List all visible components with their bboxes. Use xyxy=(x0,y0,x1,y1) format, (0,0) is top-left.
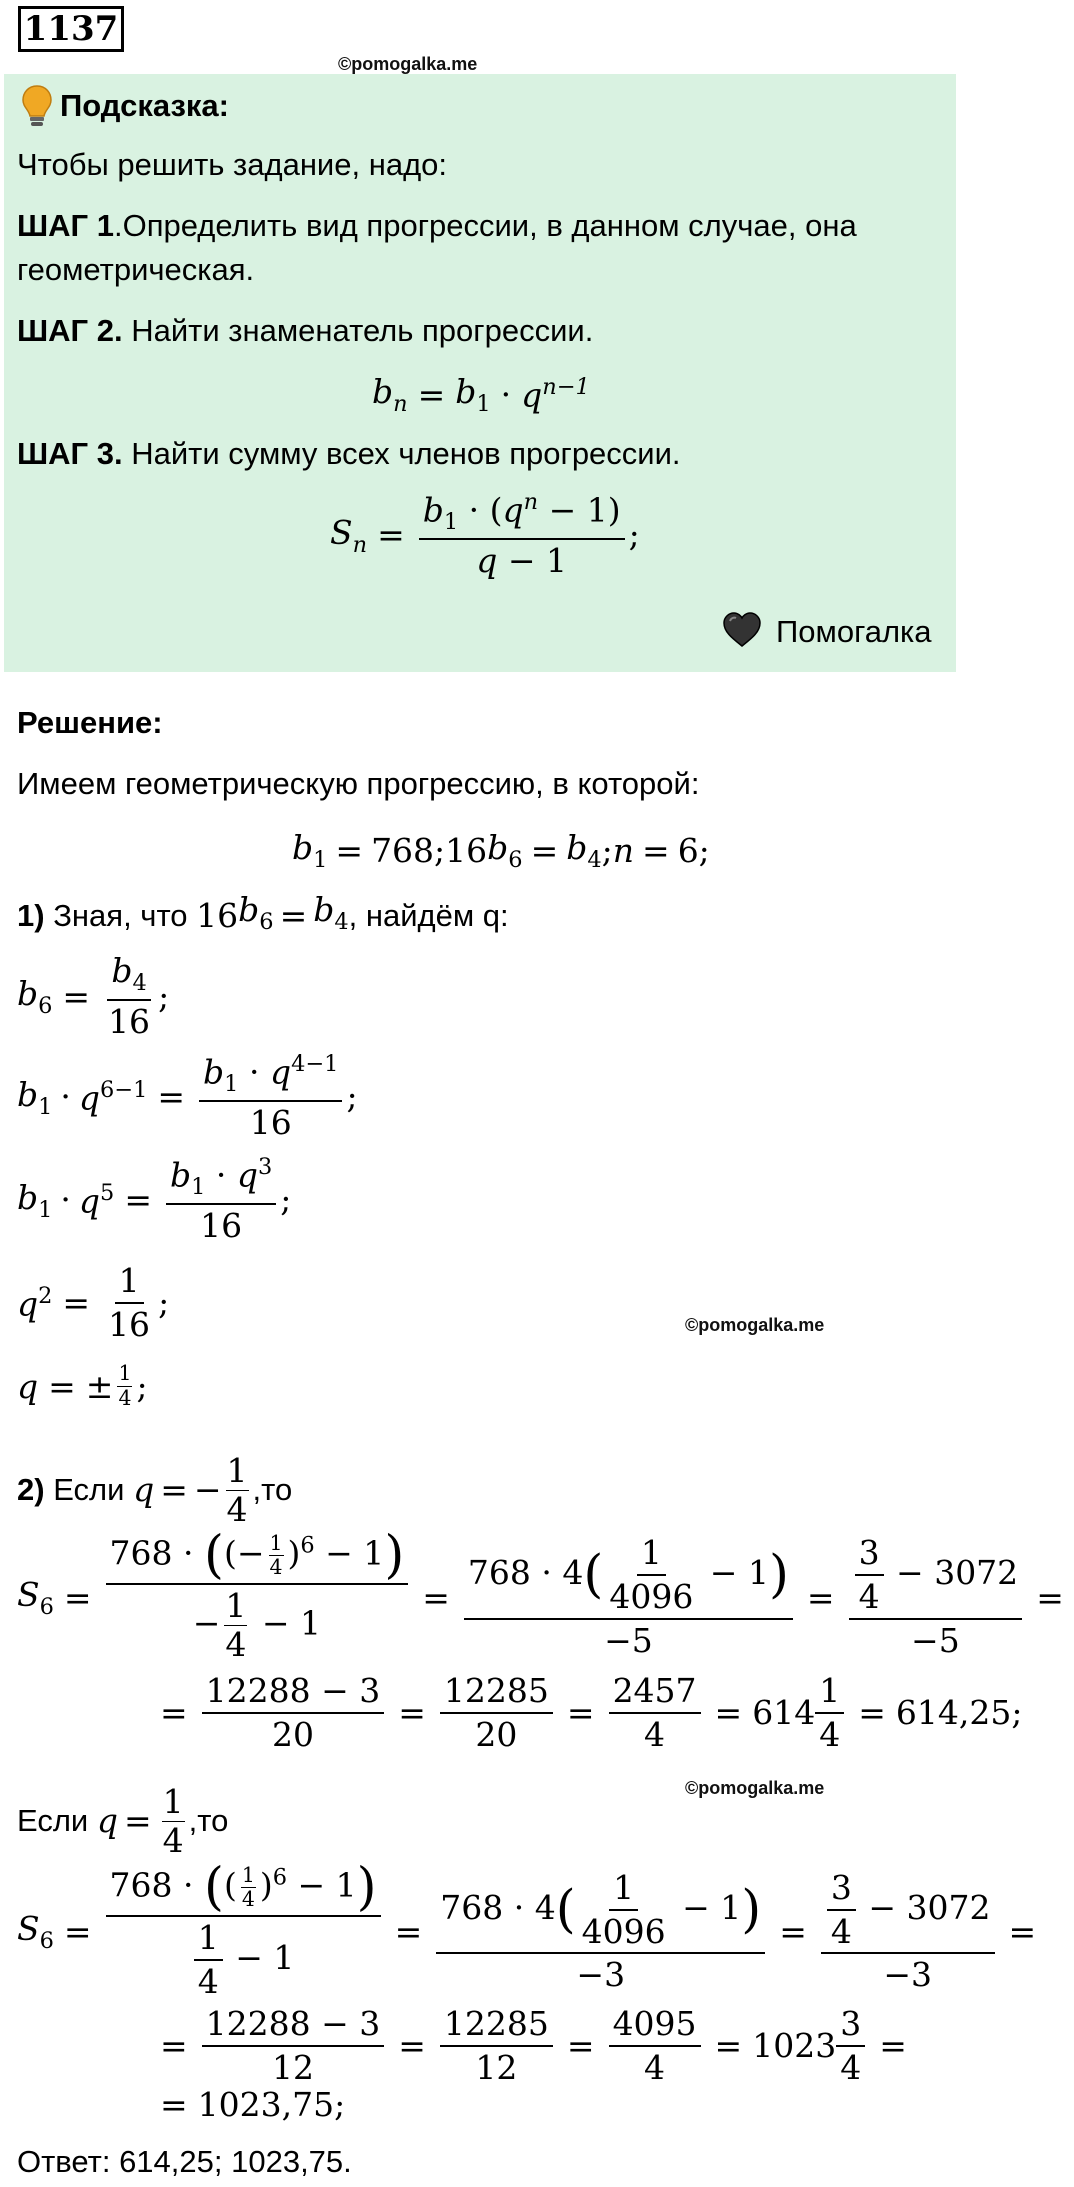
eq-b1q5: $b_1$ · $q^5$ = $\frac{b_1 \cdot q^3}{16}$ ; xyxy=(17,1154,292,1245)
if-positive-line: Если q = $\frac{1}{4}$ ,то xyxy=(17,1782,229,1860)
eq-b1q-6: $b_1$ · $q^{6-1}$ = $\frac{b_1 \cdot q^{4-1}}{16}$ ; xyxy=(17,1051,358,1142)
eq-s6-neg-line2: = $\frac{12288 - 3}{20}$ = $\frac{12285}{20}$ = $\frac{2457}{4}$ = 614 $\frac{1}{4}$ = 614,25; xyxy=(160,1671,1023,1754)
eq-s6-pos-line2: = $\frac{12288 - 3}{12}$ = $\frac{12285}{12}$ = $\frac{4095}{4}$ = 1023 $\frac{3}{4}$ = xyxy=(160,2004,907,2087)
step3-line xyxy=(17,434,681,474)
eq-s6-pos-line3: = 1023,75; xyxy=(160,2085,346,2124)
given-values: $b_1$ = 768;16 $b_6$ = $b_4$ ; n = 6; xyxy=(292,828,710,873)
answer: Ответ: 614,25; 1023,75. xyxy=(17,2144,352,2179)
hint-title: Подсказка: xyxy=(60,88,229,123)
part1-text-a: Зная, что xyxy=(53,897,188,933)
if-text: Если xyxy=(17,1803,89,1839)
part1-line: 1) Зная, что 16 $b_6$ = $b_4$ , найдём q: xyxy=(17,890,509,935)
eq-q2: $q^2$ = $\frac{1}{16}$ ; xyxy=(17,1261,170,1344)
part2-text: Если xyxy=(53,1472,125,1508)
solution-heading: Решение: xyxy=(17,705,163,740)
step1-line xyxy=(17,206,943,246)
task-number: 1137 xyxy=(18,6,124,52)
step3-text: Найти сумму всех членов прогрессии. xyxy=(131,436,681,471)
part2-label: 2) xyxy=(17,1472,45,1508)
solution-intro: Имеем геометрическую прогрессию, в которой: xyxy=(17,766,700,801)
watermark-3: ©pomogalka.me xyxy=(685,1778,825,1798)
part2-line: 2) Если q = − $\frac{1}{4}$ ,то xyxy=(17,1451,293,1529)
part2-to: ,то xyxy=(252,1472,293,1508)
eq-s6-pos-line1: $S_6$ = 768 · (( $\frac{1}{4}$ )$^6$ − 1) $\frac{1}{4}$ − 1 = 768 · 4( $\frac{1}{4096}$ − 1) −3 = $\frac{3}{4}$ − 3072 −3 = xyxy=(17,1858,1037,2002)
part1-label: 1) xyxy=(17,897,45,933)
step1-text-b: геометрическая. xyxy=(17,252,255,287)
eq-s6-neg-line1: $S_6$ = 768 · ((− $\frac{1}{4}$ )$^6$ − 1) − $\frac{1}{4}$ − 1 = 768 · 4( $\frac{1}{4096}$ − 1) −5 = $\frac{3}{4}$ − 3072 −5 = xyxy=(17,1526,1064,1665)
brand-label: Помогалка xyxy=(776,614,932,649)
step1-text xyxy=(114,206,943,246)
watermark-2: ©pomogalka.me xyxy=(685,1315,825,1335)
heart-icon xyxy=(722,612,762,648)
watermark: ©pomogalka.me xyxy=(338,54,478,74)
step3-label: ШАГ 3. xyxy=(17,436,123,471)
part1-text-b: , найдём q: xyxy=(348,897,509,933)
eq-b6: $b_6$ = $\frac{b_4}{16}$ ; xyxy=(17,951,170,1041)
hint-intro: Чтобы решить задание, надо: xyxy=(17,147,448,182)
lightbulb-icon xyxy=(20,84,54,128)
step1-label: ШАГ 1 xyxy=(17,208,114,243)
formula-sn: $S_n$ = $\frac{b_1 \cdot (q^n - 1)}{q - 1}$ ; xyxy=(330,489,640,580)
eq-q: q = ± $\frac{1}{4}$ ; xyxy=(17,1361,148,1410)
step2-label: ШАГ 2. xyxy=(17,313,123,348)
step1-justified: .Определить вид прогрессии, в данном случае, она xyxy=(113,208,857,243)
step2-line xyxy=(17,311,593,351)
formula-bn: $b_n$ = $b_1$ · $q^{n-1}$ xyxy=(372,372,590,417)
step2-text: Найти знаменатель прогрессии. xyxy=(131,313,594,348)
if-to: ,то xyxy=(188,1803,229,1839)
